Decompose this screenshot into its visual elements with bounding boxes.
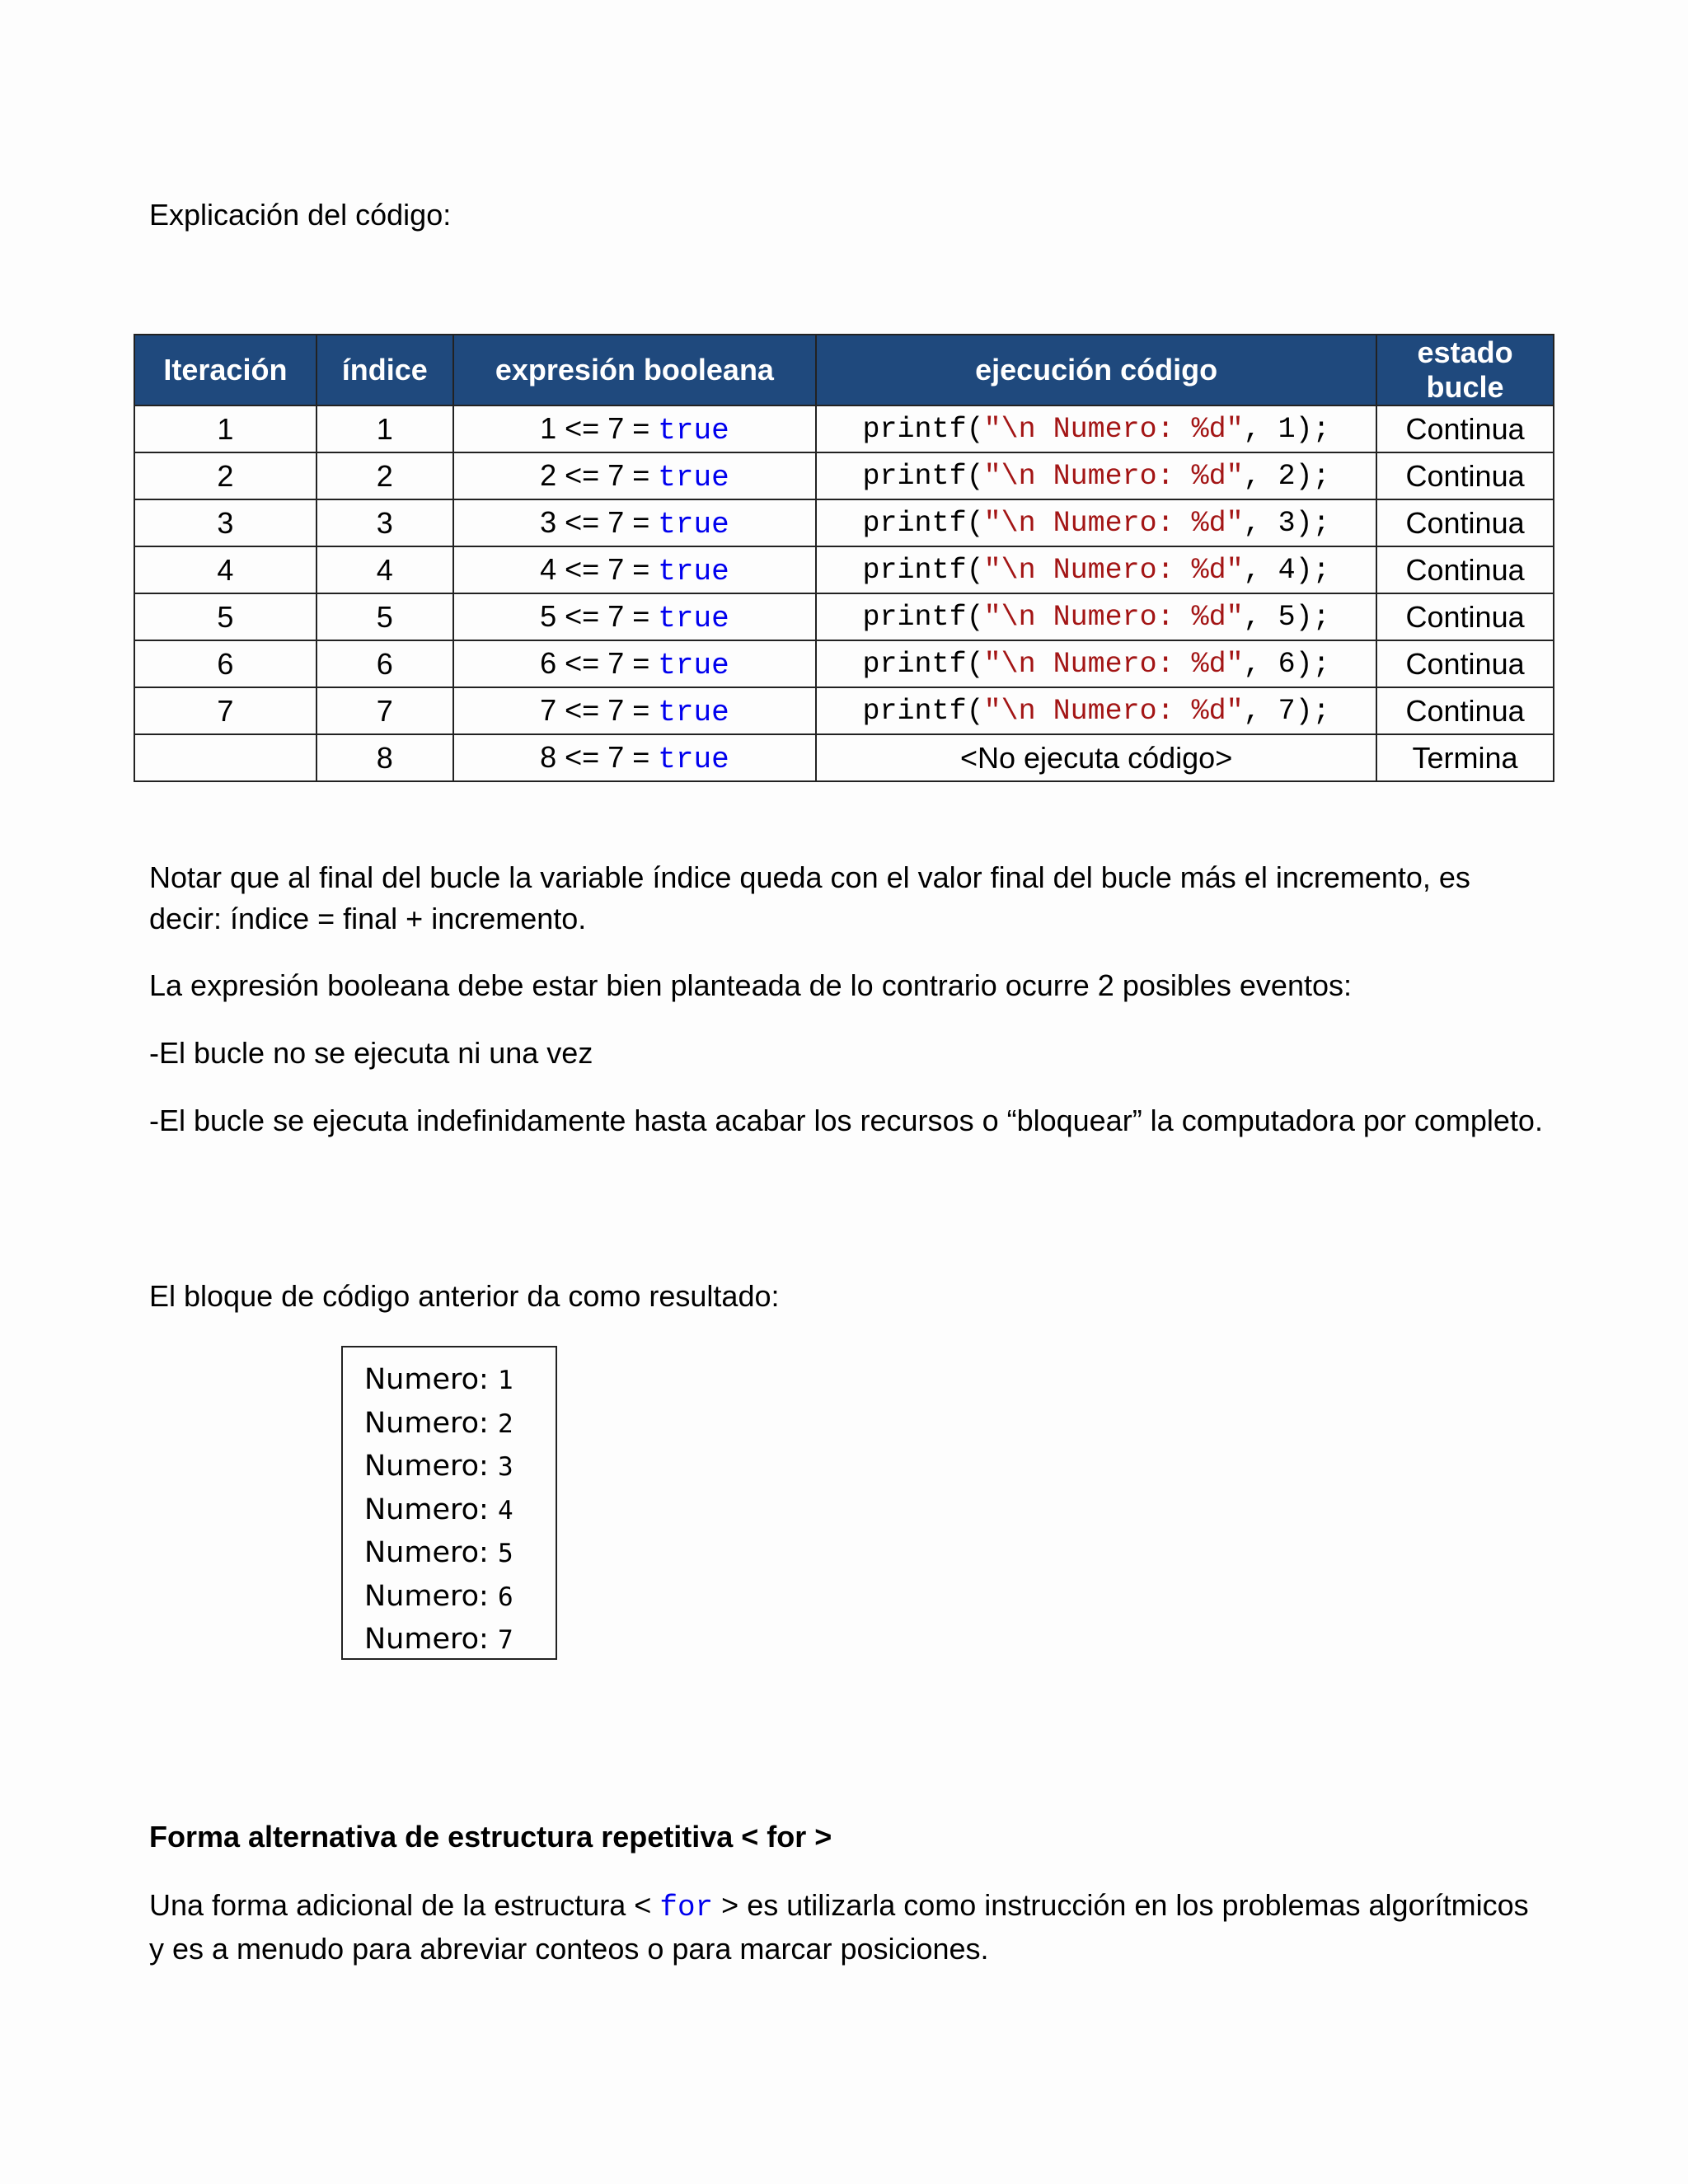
table-row <box>134 499 1554 546</box>
output-line <box>364 1489 556 1533</box>
header-estado: estado bucle <box>1376 335 1554 405</box>
trace-table <box>134 334 1554 782</box>
output-line <box>364 1576 556 1619</box>
cell-code-none: <No ejecuta código> <box>816 734 1376 781</box>
cell-idx: 2 <box>316 452 453 499</box>
cell-idx: 5 <box>316 593 453 640</box>
bool-true: true <box>658 554 729 588</box>
output-label: Numero: <box>364 1406 489 1440</box>
table-row <box>134 593 1554 640</box>
section-body-pre: Una forma adicional de la estructura < <box>149 1888 652 1922</box>
code-string: "\n Numero: %d" <box>983 647 1244 681</box>
header-ejecucion: ejecución código <box>816 335 1376 405</box>
output-line <box>364 1446 556 1489</box>
code-fn: printf( <box>862 694 984 728</box>
expr-text: 1 <= 7 = <box>540 410 650 445</box>
paragraph-note: Notar que al final del bucle la variable índice queda con el valor final del bucle más el incremento, es decir: índice = final + incremento. <box>149 860 1470 935</box>
output-value: 7 <box>497 1625 513 1655</box>
code-args: , 4); <box>1243 553 1330 587</box>
bool-true: true <box>658 460 729 494</box>
output-label: Numero: <box>364 1623 489 1656</box>
cell-estado: Termina <box>1376 734 1554 781</box>
code-string: "\n Numero: %d" <box>983 694 1244 728</box>
cell-idx: 4 <box>316 546 453 593</box>
cell-iter: 1 <box>134 405 316 452</box>
cell-code <box>816 452 1376 499</box>
output-value: 1 <box>497 1366 513 1395</box>
cell-estado: Continua <box>1376 452 1554 499</box>
code-args: , 1); <box>1243 412 1330 446</box>
paragraph-event-2: -El bucle se ejecuta indefinidamente hasta acabar los recursos o “bloquear” la computadora por completo. <box>149 1104 1543 1137</box>
code-fn: printf( <box>862 412 984 446</box>
cell-expr <box>453 687 816 734</box>
cell-expr <box>453 499 816 546</box>
cell-iter: 3 <box>134 499 316 546</box>
code-args: , 2); <box>1243 459 1330 493</box>
cell-idx: 1 <box>316 405 453 452</box>
code-string: "\n Numero: %d" <box>983 412 1244 446</box>
output-line <box>364 1532 556 1576</box>
code-fn: printf( <box>862 553 984 587</box>
code-args: , 6); <box>1243 647 1330 681</box>
cell-estado: Continua <box>1376 593 1554 640</box>
code-fn: printf( <box>862 600 984 634</box>
code-string: "\n Numero: %d" <box>983 600 1244 634</box>
code-args: , 7); <box>1243 694 1330 728</box>
output-label: Numero: <box>364 1450 489 1483</box>
cell-iter: 6 <box>134 640 316 687</box>
section-title: Forma alternativa de estructura repetitiva < for > <box>149 1820 832 1854</box>
cell-estado: Continua <box>1376 405 1554 452</box>
cell-expr <box>453 405 816 452</box>
table-row <box>134 452 1554 499</box>
code-args: , 5); <box>1243 600 1330 634</box>
section-body-post: > es utilizarla como instrucción en los problemas algorítmicos y es a menudo para abreviar conteos o para marcar posiciones. <box>149 1888 1529 1966</box>
output-label: Numero: <box>364 1363 489 1396</box>
paragraph-result: El bloque de código anterior da como resultado: <box>149 1279 780 1313</box>
paragraph-boolean: La expresión booleana debe estar bien planteada de lo contrario ocurre 2 posibles eventos: <box>149 968 1353 1002</box>
cell-expr <box>453 640 816 687</box>
cell-code <box>816 640 1376 687</box>
code-args: , 3); <box>1243 506 1330 540</box>
cell-estado: Continua <box>1376 687 1554 734</box>
output-value: 2 <box>497 1408 513 1439</box>
cell-estado: Continua <box>1376 546 1554 593</box>
table-row <box>134 405 1554 452</box>
cell-expr <box>453 593 816 640</box>
output-label: Numero: <box>364 1579 489 1613</box>
header-expresion: expresión booleana <box>453 335 816 405</box>
cell-iter <box>134 734 316 781</box>
table-row <box>134 546 1554 593</box>
bool-true: true <box>658 413 729 448</box>
output-label: Numero: <box>364 1493 489 1526</box>
table-row <box>134 687 1554 734</box>
expr-text: 2 <= 7 = <box>540 457 650 492</box>
output-value: 4 <box>497 1495 513 1526</box>
for-keyword: for <box>659 1891 714 1924</box>
output-value: 6 <box>497 1582 513 1612</box>
table-header-row <box>134 335 1554 405</box>
code-fn: printf( <box>862 647 984 681</box>
code-string: "\n Numero: %d" <box>983 506 1244 540</box>
bool-true: true <box>658 695 729 729</box>
cell-expr <box>453 734 816 781</box>
cell-idx: 7 <box>316 687 453 734</box>
cell-expr <box>453 452 816 499</box>
code-fn: printf( <box>862 506 984 540</box>
cell-code <box>816 499 1376 546</box>
expr-text: 8 <= 7 = <box>540 739 650 774</box>
cell-estado: Continua <box>1376 499 1554 546</box>
output-box <box>341 1346 557 1660</box>
code-string: "\n Numero: %d" <box>983 459 1244 493</box>
cell-estado: Continua <box>1376 640 1554 687</box>
expr-text: 3 <= 7 = <box>540 504 650 539</box>
output-line <box>364 1403 556 1446</box>
output-line <box>364 1619 556 1662</box>
header-iteracion: Iteración <box>134 335 316 405</box>
cell-iter: 2 <box>134 452 316 499</box>
output-value: 5 <box>497 1539 513 1568</box>
bool-true: true <box>658 648 729 682</box>
cell-expr <box>453 546 816 593</box>
cell-code <box>816 405 1376 452</box>
section-body <box>149 1885 1550 1970</box>
table-row <box>134 640 1554 687</box>
output-line <box>364 1359 556 1403</box>
expr-text: 6 <= 7 = <box>540 645 650 680</box>
paragraph-event-1: -El bucle no se ejecuta ni una vez <box>149 1036 593 1070</box>
output-label: Numero: <box>364 1536 489 1569</box>
bool-true: true <box>658 601 729 635</box>
expr-text: 5 <= 7 = <box>540 598 650 633</box>
code-string: "\n Numero: %d" <box>983 553 1244 587</box>
bool-true: true <box>658 507 729 541</box>
output-value: 3 <box>497 1452 513 1482</box>
cell-iter: 7 <box>134 687 316 734</box>
cell-code <box>816 687 1376 734</box>
intro-text: Explicación del código: <box>149 198 452 232</box>
bool-true: true <box>658 742 729 776</box>
cell-code <box>816 546 1376 593</box>
cell-idx: 3 <box>316 499 453 546</box>
cell-idx: 8 <box>316 734 453 781</box>
header-indice: índice <box>316 335 453 405</box>
cell-iter: 4 <box>134 546 316 593</box>
table-row-last <box>134 734 1554 781</box>
expr-text: 7 <= 7 = <box>540 692 650 727</box>
cell-idx: 6 <box>316 640 453 687</box>
expr-text: 4 <= 7 = <box>540 551 650 586</box>
cell-code <box>816 593 1376 640</box>
code-fn: printf( <box>862 459 984 493</box>
cell-iter: 5 <box>134 593 316 640</box>
